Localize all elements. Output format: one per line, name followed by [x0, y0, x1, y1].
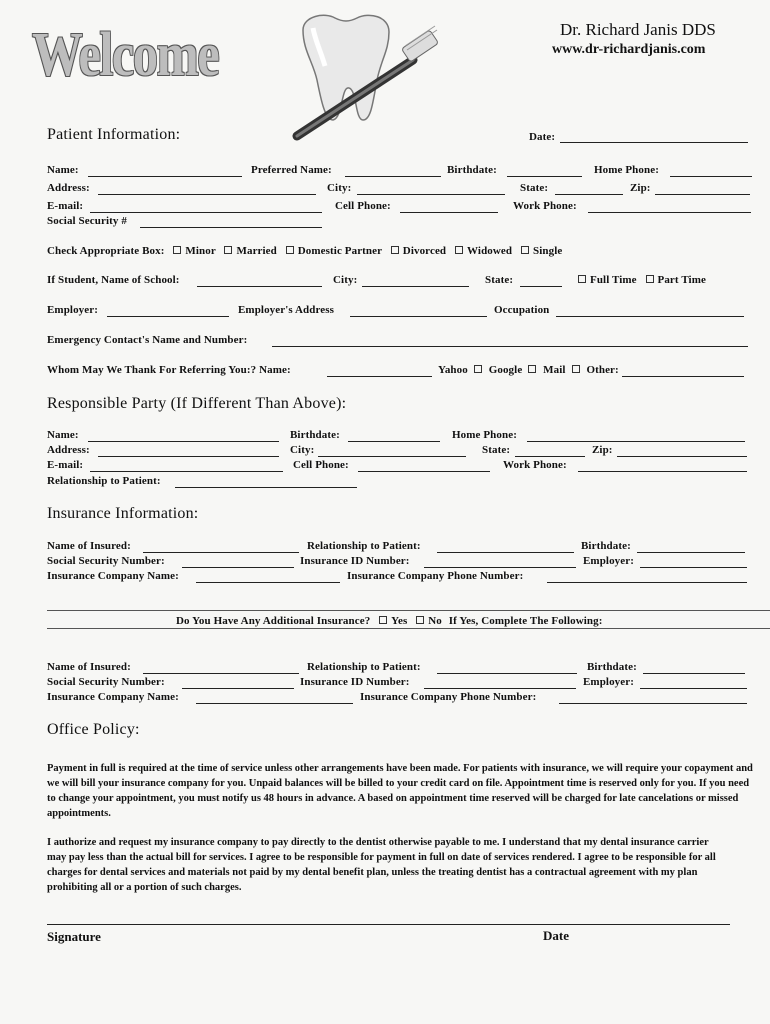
widowed-checkbox[interactable] — [455, 246, 463, 254]
domestic-partner-checkbox[interactable] — [286, 246, 294, 254]
married-checkbox[interactable] — [224, 246, 232, 254]
full-time-checkbox[interactable] — [578, 275, 586, 283]
responsible-title: Responsible Party (If Different Than Above): — [47, 395, 347, 412]
rp-zip-field[interactable] — [617, 456, 747, 457]
referral-name-field[interactable] — [327, 376, 432, 377]
google-checkbox[interactable] — [528, 365, 536, 373]
ins-id-label: Insurance ID Number: — [300, 555, 410, 567]
ins2-company-label: Insurance Company Name: — [47, 691, 179, 703]
rp-work-phone-field[interactable] — [578, 471, 747, 472]
rp-email-field[interactable] — [90, 471, 283, 472]
ins-birthdate-label: Birthdate: — [581, 540, 631, 552]
rp-name-field[interactable] — [88, 441, 279, 442]
ins2-company-field[interactable] — [196, 703, 353, 704]
date-label: Date: — [529, 131, 556, 143]
employer-label: Employer: — [47, 304, 99, 316]
cell-phone-label: Cell Phone: — [335, 200, 391, 212]
check-box-label: Check Appropriate Box: — [47, 245, 165, 257]
widowed-label: Widowed — [467, 245, 513, 257]
referral-other-field[interactable] — [622, 376, 744, 377]
rp-home-phone-field[interactable] — [527, 441, 745, 442]
other-label: Other: — [586, 364, 619, 376]
home-phone-label: Home Phone: — [594, 164, 659, 176]
occupation-label: Occupation — [494, 304, 550, 316]
ssn-field[interactable] — [140, 227, 322, 228]
marital-status-row — [47, 245, 562, 257]
additional-insurance-row — [176, 615, 602, 627]
student-state-field[interactable] — [520, 286, 562, 287]
ins-employer-field[interactable] — [640, 567, 747, 568]
rp-city-label: City: — [290, 444, 315, 456]
additional-yes-label: Yes — [391, 615, 408, 627]
work-phone-field[interactable] — [588, 212, 751, 213]
preferred-name-label: Preferred Name: — [251, 164, 332, 176]
state-field[interactable] — [555, 194, 623, 195]
yahoo-label: Yahoo — [438, 364, 468, 376]
minor-checkbox[interactable] — [173, 246, 181, 254]
rp-state-label: State: — [482, 444, 511, 456]
school-label: If Student, Name of School: — [47, 274, 180, 286]
additional-insurance-question: Do You Have Any Additional Insurance? — [176, 615, 371, 627]
divorced-label: Divorced — [402, 245, 447, 257]
rp-name-label: Name: — [47, 429, 79, 441]
rp-state-field[interactable] — [515, 456, 585, 457]
rp-address-field[interactable] — [98, 456, 279, 457]
ins-id-field[interactable] — [424, 567, 576, 568]
google-label: Google — [488, 364, 523, 376]
rp-work-phone-label: Work Phone: — [503, 459, 567, 471]
city-field[interactable] — [357, 194, 505, 195]
single-label: Single — [533, 245, 563, 257]
rp-cell-phone-field[interactable] — [358, 471, 490, 472]
employer-address-field[interactable] — [350, 316, 487, 317]
rp-address-label: Address: — [47, 444, 90, 456]
additional-instruction: If Yes, Complete The Following: — [448, 615, 603, 627]
rp-zip-label: Zip: — [592, 444, 613, 456]
ins2-ssn-field[interactable] — [182, 688, 294, 689]
referral-label: Whom May We Thank For Referring You:? Name: — [47, 364, 291, 376]
student-state-label: State: — [485, 274, 514, 286]
ins-company-label: Insurance Company Name: — [47, 570, 179, 582]
rp-email-label: E-mail: — [47, 459, 84, 471]
single-checkbox[interactable] — [521, 246, 529, 254]
additional-yes-checkbox[interactable] — [379, 616, 387, 624]
birthdate-label: Birthdate: — [447, 164, 497, 176]
signature-label: Signature — [47, 929, 101, 944]
mail-checkbox[interactable] — [572, 365, 580, 373]
work-phone-label: Work Phone: — [513, 200, 577, 212]
divorced-checkbox[interactable] — [391, 246, 399, 254]
emergency-field[interactable] — [272, 346, 748, 347]
enrollment-row — [572, 274, 706, 286]
name-field[interactable] — [88, 176, 242, 177]
rp-city-field[interactable] — [318, 456, 466, 457]
zip-label: Zip: — [630, 182, 651, 194]
welcome-heading: Welcome — [32, 21, 219, 89]
ins2-id-label: Insurance ID Number: — [300, 676, 410, 688]
married-label: Married — [236, 245, 277, 257]
email-field[interactable] — [90, 212, 322, 213]
ins2-id-field[interactable] — [424, 688, 576, 689]
policy-paragraph-payment: Payment in full is required at the time of service unless other arrangements have been made. For patients with insurance, we will require your copayment and we will bill your insurance company for you. Unpaid balances will be billed to your credit card on file. Appointment time is reserved only for you. If you need to change your appointment, you must notify us 48 hours in advance. A based on appointment time reserved will be charged for late cancelations or missed appointments. — [47, 763, 753, 819]
policy-paragraph-authorization: I authorize and request my insurance company to pay directly to the dentist otherwise payable to me. I understand that my dental insurance carrier may pay less than the actual bill for services. I agree to be responsible for payment in full on date of services rendered. I agree to be responsible for all charges for dental services and materials not paid by my dental benefit plan, unless the treating dentist has a contractual agreement with my plan prohibiting all or a portion of such charges. — [47, 837, 716, 893]
address-label: Address: — [47, 182, 90, 194]
patient-info-title: Patient Information: — [47, 126, 181, 143]
ins-relationship-label: Relationship to Patient: — [307, 540, 421, 552]
preferred-name-field[interactable] — [345, 176, 441, 177]
state-label: State: — [520, 182, 549, 194]
ins2-employer-field[interactable] — [640, 688, 747, 689]
ins2-relationship-field[interactable] — [437, 673, 577, 674]
yahoo-checkbox[interactable] — [474, 365, 482, 373]
office-policy-title: Office Policy: — [47, 721, 140, 738]
rp-birthdate-label: Birthdate: — [290, 429, 340, 441]
ins-company-phone-label: Insurance Company Phone Number: — [347, 570, 524, 582]
rp-home-phone-label: Home Phone: — [452, 429, 517, 441]
ins-company-phone-field[interactable] — [547, 582, 747, 583]
school-field[interactable] — [197, 286, 322, 287]
ssn-label: Social Security # — [47, 215, 127, 227]
occupation-field[interactable] — [556, 316, 744, 317]
ins-ssn-label: Social Security Number: — [47, 555, 165, 567]
full-time-label: Full Time — [590, 274, 637, 286]
part-time-checkbox[interactable] — [646, 275, 654, 283]
ins-company-field[interactable] — [196, 582, 340, 583]
ins2-birthdate-label: Birthdate: — [587, 661, 637, 673]
date-field[interactable] — [560, 142, 748, 143]
employer-field[interactable] — [107, 316, 229, 317]
birthdate-field[interactable] — [507, 176, 582, 177]
cell-phone-field[interactable] — [400, 212, 498, 213]
ins2-relationship-label: Relationship to Patient: — [307, 661, 421, 673]
email-label: E-mail: — [47, 200, 84, 212]
ins2-company-phone-field[interactable] — [559, 703, 747, 704]
doctor-name: Dr. Richard Janis DDS — [560, 20, 716, 39]
ins2-ssn-label: Social Security Number: — [47, 676, 165, 688]
ins2-name-field[interactable] — [143, 673, 299, 674]
rp-birthdate-field[interactable] — [348, 441, 440, 442]
doctor-website: www.dr-richardjanis.com — [552, 42, 706, 57]
referral-options-row — [438, 364, 619, 376]
ins-name-label: Name of Insured: — [47, 540, 131, 552]
mail-label: Mail — [543, 364, 566, 376]
address-field[interactable] — [98, 194, 316, 195]
student-city-label: City: — [333, 274, 358, 286]
ins-ssn-field[interactable] — [182, 567, 294, 568]
ins-name-field[interactable] — [143, 552, 299, 553]
rp-cell-phone-label: Cell Phone: — [293, 459, 349, 471]
city-label: City: — [327, 182, 352, 194]
ins2-birthdate-field[interactable] — [643, 673, 745, 674]
ins-relationship-field[interactable] — [437, 552, 574, 553]
additional-no-label: No — [428, 615, 442, 627]
ins2-company-phone-label: Insurance Company Phone Number: — [360, 691, 537, 703]
part-time-label: Part Time — [657, 274, 706, 286]
emergency-label: Emergency Contact's Name and Number: — [47, 334, 248, 346]
ins-birthdate-field[interactable] — [637, 552, 745, 553]
ins2-employer-label: Employer: — [583, 676, 635, 688]
tooth-and-toothbrush-icon — [285, 10, 445, 145]
home-phone-field[interactable] — [670, 176, 752, 177]
signature-line[interactable] — [47, 924, 730, 925]
zip-field[interactable] — [655, 194, 750, 195]
section-divider-top — [47, 610, 770, 611]
ins-employer-label: Employer: — [583, 555, 635, 567]
additional-no-checkbox[interactable] — [416, 616, 424, 624]
rp-relationship-field[interactable] — [175, 487, 357, 488]
minor-label: Minor — [185, 245, 216, 257]
rp-relationship-label: Relationship to Patient: — [47, 475, 161, 487]
name-label: Name: — [47, 164, 79, 176]
domestic-partner-label: Domestic Partner — [297, 245, 382, 257]
ins2-name-label: Name of Insured: — [47, 661, 131, 673]
insurance-title: Insurance Information: — [47, 505, 199, 522]
employer-address-label: Employer's Address — [238, 304, 335, 316]
student-city-field[interactable] — [362, 286, 469, 287]
section-divider-bottom — [47, 628, 770, 629]
signature-date-label: Date — [543, 928, 569, 943]
